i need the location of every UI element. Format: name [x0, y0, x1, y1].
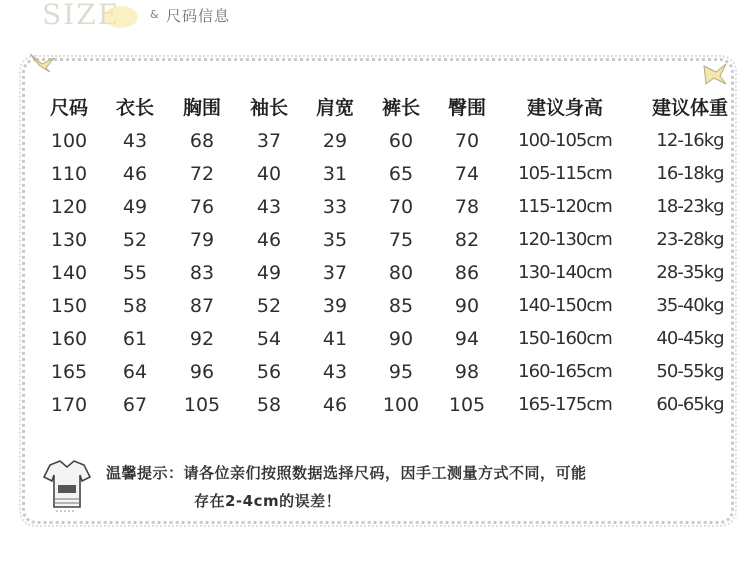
table-cell: 105: [183, 393, 221, 416]
table-spacer: [0, 88, 36, 124]
table-spacer: [0, 322, 36, 355]
table-cell: 165: [50, 360, 88, 383]
table-spacer: [0, 124, 36, 157]
table-cell: 76: [189, 195, 215, 218]
column-header: 建议体重: [651, 96, 728, 119]
table-cell: 94: [454, 327, 480, 350]
table-cell: 50-55kg: [656, 361, 724, 382]
clothing-sketch-icon: [36, 455, 98, 517]
table-cell: 105-115cm: [518, 163, 612, 184]
table-row: [0, 190, 750, 223]
table-cell: 98: [454, 360, 480, 383]
table-cell: 130-140cm: [518, 262, 612, 283]
table-cell: 35-40kg: [656, 295, 724, 316]
column-header: 衣长: [115, 96, 154, 119]
table-cell: 28-35kg: [656, 262, 724, 283]
table-cell: 31: [322, 162, 348, 185]
notice-text-line2: 存在2-4cm的误差！: [194, 492, 342, 510]
column-header: 胸围: [182, 96, 221, 119]
table-cell: 82: [454, 228, 480, 251]
table-cell: 46: [122, 162, 148, 185]
table-body: [0, 124, 750, 421]
header: [0, 0, 750, 40]
table-cell: 96: [189, 360, 215, 383]
table-cell: 85: [388, 294, 414, 317]
table-cell: 64: [122, 360, 148, 383]
table-cell: 120-130cm: [518, 229, 612, 250]
table-row: [0, 223, 750, 256]
table-cell: 68: [189, 129, 215, 152]
table-cell: 12-16kg: [656, 130, 724, 151]
pin-decoration-left-icon: [28, 50, 58, 74]
table-cell: 43: [122, 129, 148, 152]
table-cell: 35: [322, 228, 348, 251]
table-row: [0, 322, 750, 355]
table-cell: 58: [256, 393, 282, 416]
table-cell: 90: [388, 327, 414, 350]
table-cell: 80: [388, 261, 414, 284]
column-header: 裤长: [381, 96, 420, 119]
table-cell: 46: [322, 393, 348, 416]
table-cell: 115-120cm: [518, 196, 612, 217]
table-row: [0, 157, 750, 190]
table-cell: 65: [388, 162, 414, 185]
table-row: [0, 388, 750, 421]
table-cell: 160: [50, 327, 88, 350]
table-cell: 130: [50, 228, 88, 251]
table-spacer: [0, 289, 36, 322]
table-cell: 37: [256, 129, 282, 152]
table-cell: 90: [454, 294, 480, 317]
table-cell: 58: [122, 294, 148, 317]
table-cell: 74: [454, 162, 480, 185]
notice-text-line1: 温馨提示：请各位亲们按照数据选择尺码，因手工测量方式不同，可能: [106, 464, 587, 482]
table-header-row: [0, 88, 750, 124]
column-header: 袖长: [249, 96, 288, 119]
table-cell: 49: [122, 195, 148, 218]
table-cell: 150: [50, 294, 88, 317]
table-cell: 110: [50, 162, 88, 185]
table-cell: 79: [189, 228, 215, 251]
table-cell: 54: [256, 327, 282, 350]
table-spacer: [0, 190, 36, 223]
column-header: 尺码: [49, 96, 88, 119]
table-cell: 33: [322, 195, 348, 218]
table-row: [0, 124, 750, 157]
table-cell: 100: [50, 129, 88, 152]
table-cell: 41: [322, 327, 348, 350]
table-cell: 43: [322, 360, 348, 383]
table-cell: 56: [256, 360, 282, 383]
table-cell: 67: [122, 393, 148, 416]
table-cell: 70: [454, 129, 480, 152]
table-cell: 120: [50, 195, 88, 218]
table-cell: 140: [50, 261, 88, 284]
table-cell: 60: [388, 129, 414, 152]
table-cell: 78: [454, 195, 480, 218]
table-cell: 140-150cm: [518, 295, 612, 316]
table-cell: 39: [322, 294, 348, 317]
column-header: 建议身高: [526, 96, 603, 119]
page-title: 尺码信息: [166, 7, 231, 25]
table-cell: 165-175cm: [518, 394, 612, 415]
table-spacer: [0, 223, 36, 256]
size-table: [0, 88, 750, 421]
table-row: [0, 289, 750, 322]
table-cell: 100-105cm: [518, 130, 612, 151]
table-cell: 46: [256, 228, 282, 251]
table-cell: 72: [189, 162, 215, 185]
table-cell: 170: [50, 393, 88, 416]
table-cell: 49: [256, 261, 282, 284]
table-cell: 95: [388, 360, 414, 383]
table-cell: 52: [122, 228, 148, 251]
table-row: [0, 256, 750, 289]
table-cell: 37: [322, 261, 348, 284]
table-spacer: [0, 157, 36, 190]
table-spacer: [0, 256, 36, 289]
table-cell: 92: [189, 327, 215, 350]
table-cell: 150-160cm: [518, 328, 612, 349]
pin-decoration-right-icon: [700, 60, 730, 88]
table-cell: 52: [256, 294, 282, 317]
header-ampersand: &: [150, 8, 159, 21]
table-cell: 75: [388, 228, 414, 251]
table-cell: 40: [256, 162, 282, 185]
table-spacer: [0, 355, 36, 388]
yellow-blob-decoration: [104, 6, 138, 28]
table-row: [0, 355, 750, 388]
table-spacer: [0, 388, 36, 421]
table-cell: 83: [189, 261, 215, 284]
table-cell: 86: [454, 261, 480, 284]
table-cell: 60-65kg: [656, 394, 724, 415]
column-header: 臀围: [447, 96, 486, 119]
table-cell: 40-45kg: [656, 328, 724, 349]
table-cell: 16-18kg: [656, 163, 724, 184]
table-cell: 160-165cm: [518, 361, 612, 382]
table-cell: 61: [122, 327, 148, 350]
table-cell: 87: [189, 294, 215, 317]
table-cell: 55: [122, 261, 148, 284]
header-art-text: SIZE: [42, 0, 121, 31]
table-cell: 29: [322, 129, 348, 152]
table-cell: 100: [382, 393, 420, 416]
table-cell: 105: [448, 393, 486, 416]
table-cell: 43: [256, 195, 282, 218]
table-cell: 18-23kg: [656, 196, 724, 217]
table-cell: 23-28kg: [656, 229, 724, 250]
table-cell: 70: [388, 195, 414, 218]
header-decorative-art: [42, 0, 142, 30]
column-header: 肩宽: [315, 96, 354, 119]
